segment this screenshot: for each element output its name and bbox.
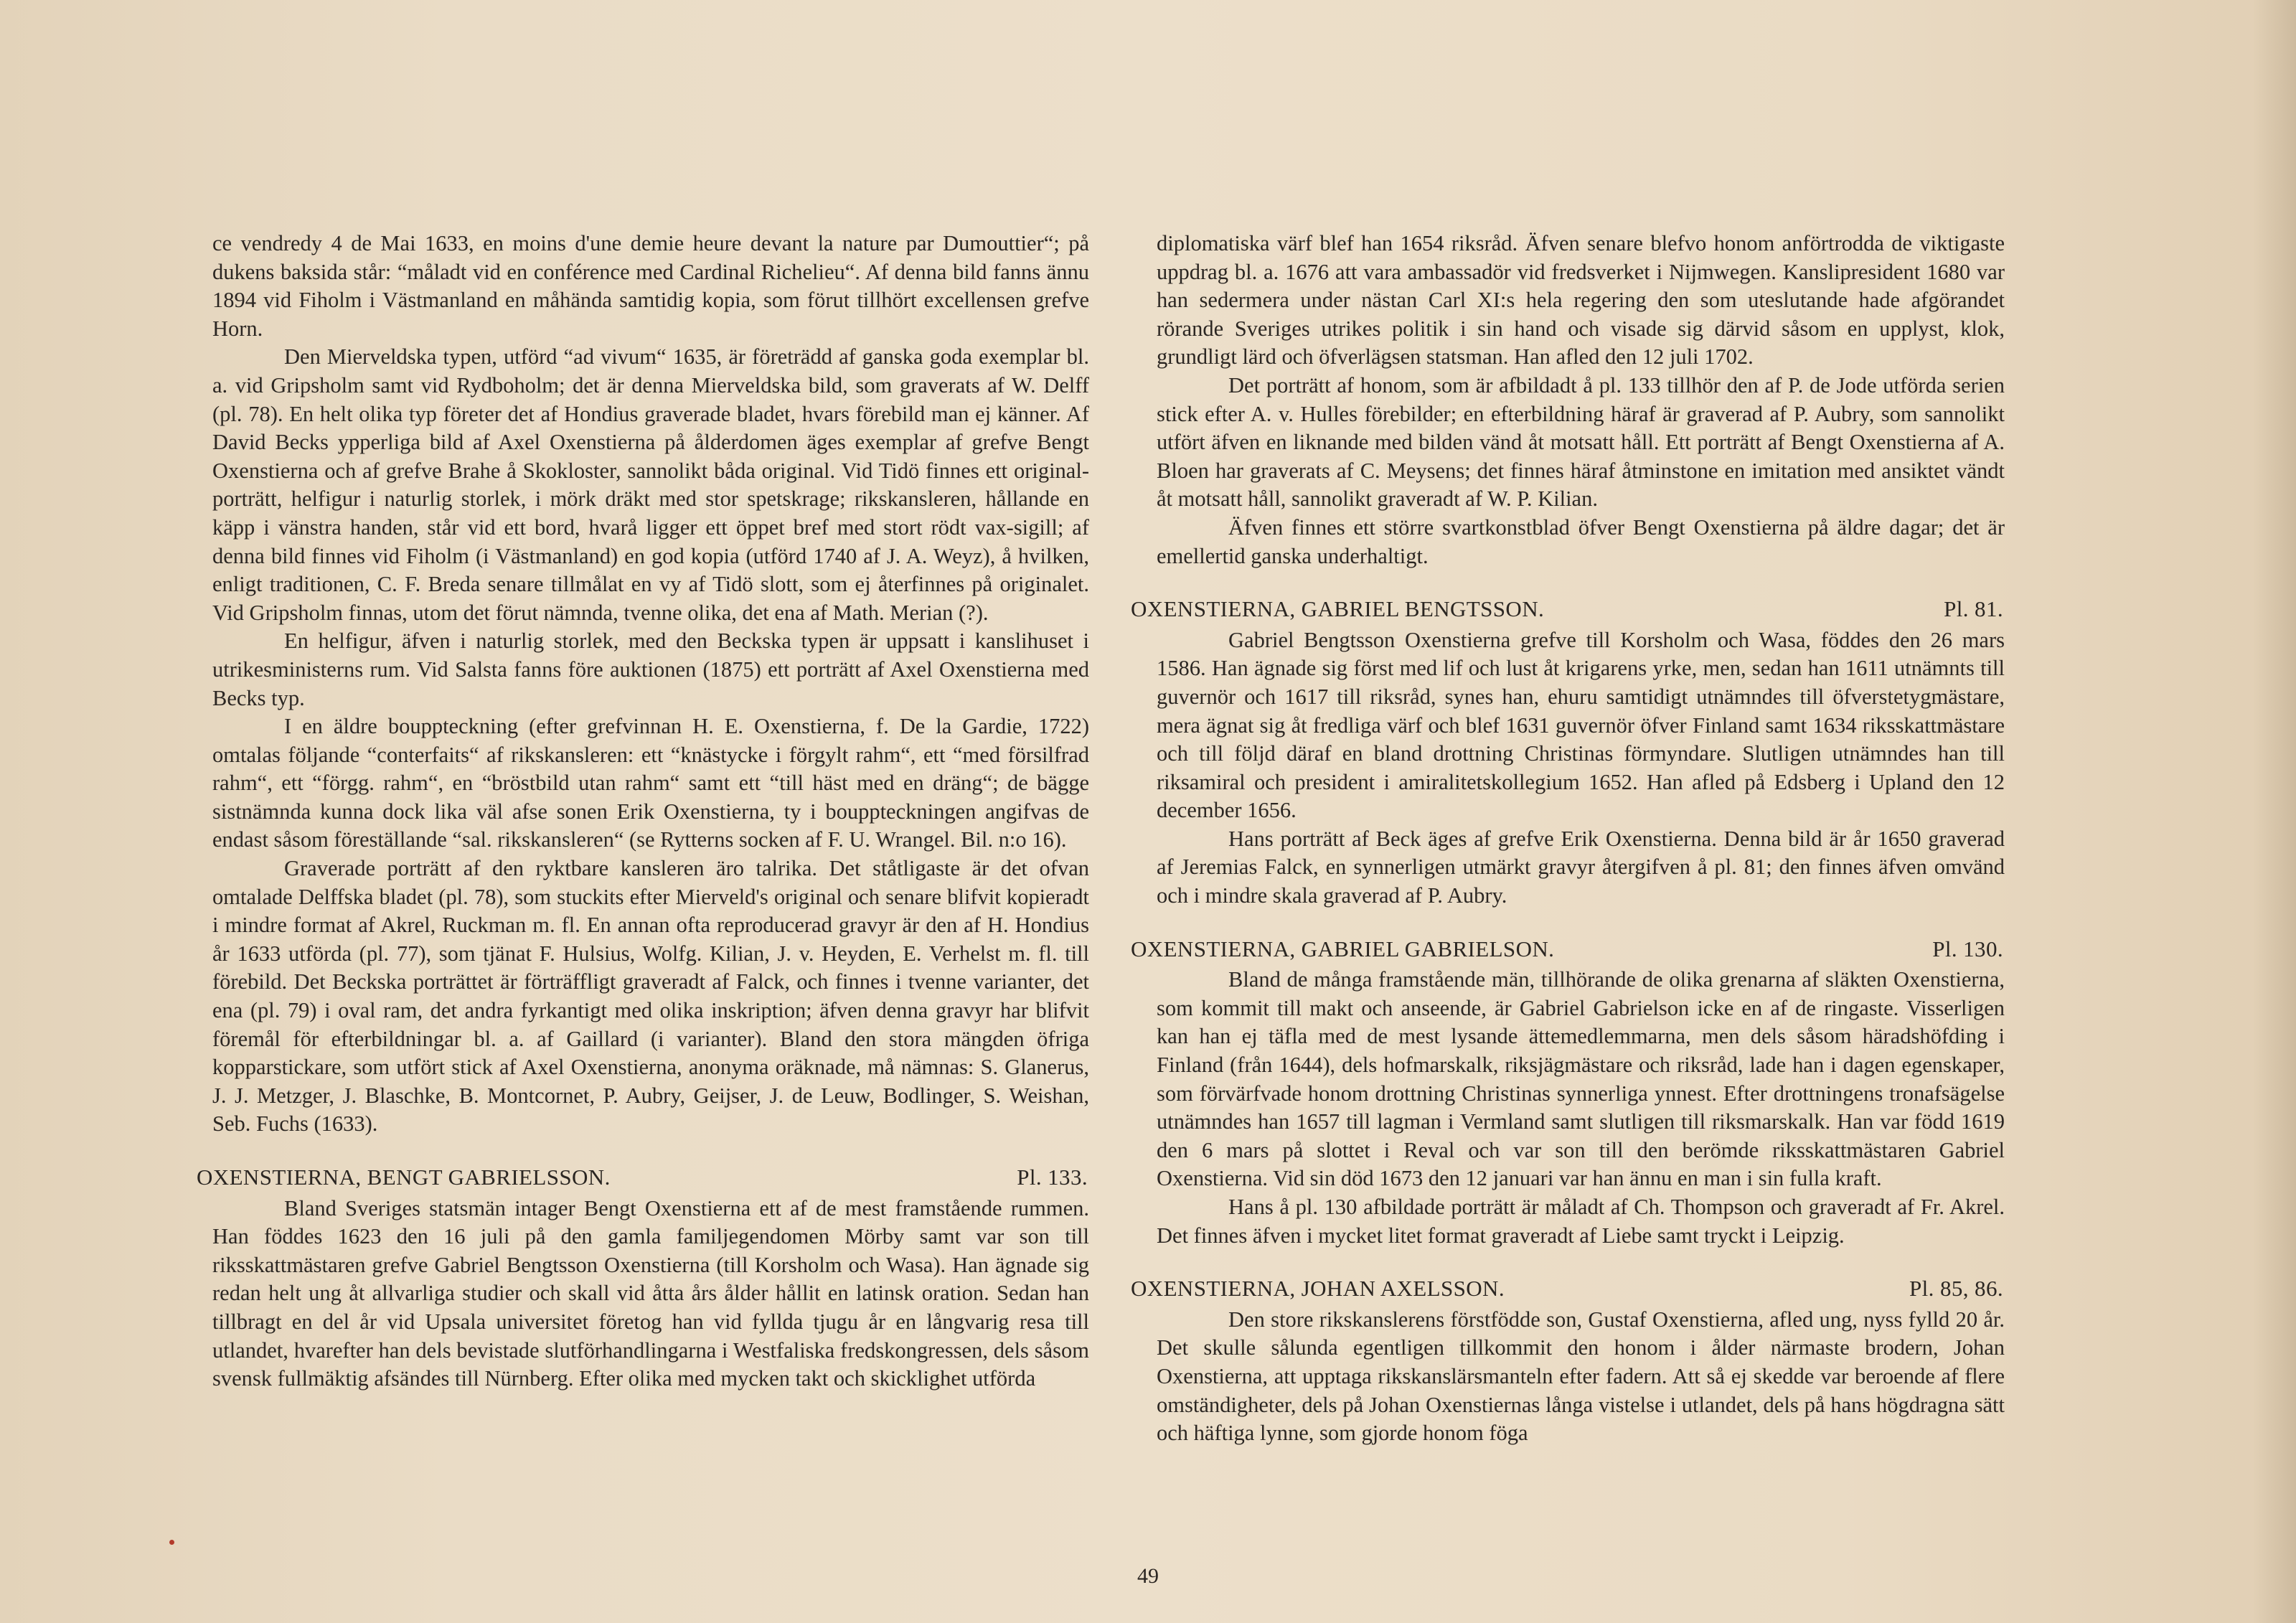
plate-reference: Pl. 133.	[1017, 1165, 1088, 1190]
heading-name: OXENSTIERNA, JOHAN AXELSSON.	[1131, 1276, 1505, 1302]
paragraph: Den store rikskanslerens förstfödde son, Gustaf Oxenstierna, afled ung, nyss fylld 20 år. Det skulle sålunda egentligen tillkommit den honom i ålder närmaste brodern, Johan Oxenstierna, att upptaga rikskanslärsmanteln efter fadern. Att så ej skedde var beroende af flere omständigheter, dels på Johan Oxenstiernas långa vistelse i utlandet, dels på hans högdragna sätt och häftiga lynne, som gjorde honom föga	[1157, 1307, 2005, 1446]
right-column	[1131, 230, 2005, 1448]
paragraph: Graverade porträtt af den ryktbare kansleren äro talrika. Det ståtligaste är det ofvan omtalade Delffska bladet (pl. 78), som stuckits efter Mierveld's original och senare blifvit kopieradt i mindre format af Akrel, Ruckman m. fl. En annan ofta reproducerad gravyr är den af H. Hondius år 1633 utförda (pl. 77), som tjänat F. Hulsius, Wolfg. Kilian, J. v. Heyden, E. Verhelst m. fl. till förebild. Det Beckska porträttet är förträffligt graveradt af Falck, och finnes i tvenne varianter, det ena (pl. 79) i oval ram, det andra fyrkantigt med olika inskription; äfven denna gravyr har blifvit föremål för efterbildningar bl. a. af Gaillard (i varianter). Bland den stora mängden öfriga kopparstickare, som utfört stick af Axel Oxenstierna, anonyma oräknade, må nämnas: S. Glanerus, J. J. Metzger, J. Blaschke, B. Montcornet, P. Aubry, Geijser, J. de Leuw, Bodlinger, S. Weishan, Seb. Fuchs (1633).	[212, 856, 1089, 1137]
section-heading-bengt-gabrielsson	[197, 1163, 1089, 1192]
paragraph: diplomatiska värf blef han 1654 riksråd. Äfven senare blefvo honom anförtrodda de viktigaste uppdrag bl. a. 1676 att vara ambassadör vid fredsverket i Nijmwegen. Kanslipresident 1680 var han sedermera under nästan Carl XI:s hela regering den som uteslutande hade afgörandet rörande Sveriges utrikes politik i sin hand och visade sig därvid såsom en upplyst, klok, grundligt lärd och öfverlägsen statsman. Han afled den 12 juli 1702.	[1157, 231, 2005, 370]
section-heading-johan-axelsson	[1131, 1274, 2005, 1303]
plate-reference: Pl. 130.	[1932, 936, 2003, 961]
heading-name: OXENSTIERNA, GABRIEL BENGTSSON.	[1131, 596, 1545, 622]
paragraph: Det porträtt af honom, som är afbildadt å pl. 133 tillhör den af P. de Jode utförda serien stick efter A. v. Hulles förebilder; en efterbildning häraf är graverad af P. Aubry, som sannolikt utfört äfven en liknande med bilden vänd åt motsatt håll. Ett porträtt af Bengt Oxenstierna af A. Bloen har graverats af C. Meysens; det finnes häraf åtminstone en imitation med ansiktet vändt åt motsatt håll, sannolikt graveradt af W. P. Kilian.	[1157, 372, 2005, 512]
paragraph: I en äldre bouppteckning (efter grefvinnan H. E. Oxenstierna, f. De la Gardie, 1722) omtalas följande “conterfaits“ af rikskansleren: ett “knästycke i förgylt rahm“, ett “med försilfrad rahm“, ett “förgg. rahm“, en “bröstbild utan rahm“ samt ett “till häst med en dräng“; de bägge sistnämnda kunna dock lika väl afse sonen Erik Oxenstierna, ty i bouppteckningen angifvas de endast såsom föreställande “sal. rikskansleren“ (se Rytterns socken af F. U. Wrangel. Bil. n:o 16).	[212, 714, 1089, 852]
section-heading-gabriel-bengtsson	[1131, 595, 2005, 624]
paragraph: Gabriel Bengtsson Oxenstierna grefve till Korsholm och Wasa, föddes den 26 mars 1586. Han ägnade sig först med lif och lust åt krigarens yrke, men, sedan han 1611 utnämnts till guvernör och 1617 till riksråd, synes han, ehuru samtidigt utnämndes till öfverstetygmästare, mera ägnat sig åt fredliga värf och blef 1631 guvernör öfver Finland samt 1634 riksskattmästare och till följd däraf en bland drottning Christinas förmyndare. Slutligen utnämndes han till riksamiral och president i amiralitetskollegium 1652. Han afled på Edsberg i Upland den 12 december 1656.	[1157, 627, 2005, 823]
paragraph: Äfven finnes ett större svartkonstblad öfver Bengt Oxenstierna på äldre dagar; det är emellertid ganska underhaltigt.	[1157, 514, 2005, 568]
page-number: 49	[1137, 1564, 1159, 1588]
paragraph: En helfigur, äfven i naturlig storlek, med den Beckska typen är uppsatt i kanslihuset i utrikesministerns rum. Vid Salsta fanns före auktionen (1875) ett porträtt af Axel Oxenstierna med Becks typ.	[212, 629, 1089, 710]
paragraph: Bland Sveriges statsmän intager Bengt Oxenstierna ett af de mest framstående rummen. Han föddes 1623 den 16 juli på den gamla familjegendomen Mörby samt var son till riksskattmästaren grefve Gabriel Bengtsson Oxenstierna (till Korsholm och Wasa). Han ägnade sig redan helt ung åt allvarliga studier och skall vid åtta års ålder hållit en latinsk oration. Sedan han tillbragt en del år vid Upsala universitet företog han vid fyllda tjugu år en långvarig resa till utlandet, hvarefter han dels bevistade slutförhandlingarna i Westfaliska fredskongressen, dels såsom svensk fullmäktig afsändes till Nürnberg. Efter olika med mycken takt och skicklighet utförda	[212, 1195, 1089, 1391]
paragraph: Den Mierveldska typen, utförd “ad vivum“ 1635, är företrädd af ganska goda exemplar bl. a. vid Gripsholm samt vid Rydboholm; det är denna Mierveldska bild, som graverats af W. Delff (pl. 78). En helt olika typ företer det af Hondius graverade bladet, hvars förebild man ej känner. Af David Becks ypperliga bild af Axel Oxenstierna på ålderdomen äges exemplar af grefve Bengt Oxenstierna och af grefve Brahe å Skokloster, sannolikt båda original. Vid Tidö finnes ett originalporträtt, helfigur i naturlig storlek, i mörk dräkt med stor spetskrage; rikskansleren, hållande en käpp i vänstra handen, står vid ett bord, hvarå ligger ett öppet bref med stort rödt vax-sigill; af denna bild finnes vid Fiholm (i Västmanland) en god kopia (utförd 1740 af J. A. Weyz), å hvilken, enligt traditionen, C. F. Breda senare tillmålat en vy af Tidö slott, som ej återfinnes på originalet. Vid Gripsholm finnas, utom det förut nämnda, tvenne olika, det ena af Math. Merian (?).	[212, 344, 1089, 625]
plate-reference: Pl. 81.	[1944, 596, 2003, 622]
plate-reference: Pl. 85, 86.	[1909, 1276, 2003, 1302]
paragraph: ce vendredy 4 de Mai 1633, en moins d'une demie heure devant la nature par Dumouttier“; på dukens baksida står: “måladt vid en conférence med Cardinal Richelieu“. Af denna bild fanns ännu 1894 vid Fiholm i Västmanland en måhända samtidig kopia, som förut tillhört excellensen grefve Horn.	[212, 231, 1089, 341]
paragraph: Bland de många framstående män, tillhörande de olika grenarna af släkten Oxenstierna, som kommit till makt och anseende, är Gabriel Gabrielson icke en af de ringaste. Visserligen kan han ej täfla med de mest lysande ättemedlemmarna, men dels såsom häradshöfding i Finland (från 1644), dels hofmarskalk, riksjägmästare och riksråd, lade han i dagen egenskaper, som förvärfvade honom drottning Christinas synnerliga ynnest. Efter drottningens tronafsägelse utnämndes han 1657 till lagman i Vermland samt slutligen till riksmarskalk. Han var född 1619 den 6 mars på slottet i Reval och var son till den berömde riksskattmästaren Gabriel Oxenstierna. Vid sin död 1673 den 12 januari var han ännu en man i sin fulla kraft.	[1157, 967, 2005, 1191]
paragraph: Hans å pl. 130 afbildade porträtt är måladt af Ch. Thompson och graveradt af Fr. Akrel. Det finnes äfven i mycket litet format graveradt af Liebe samt tryckt i Leipzig.	[1157, 1195, 2005, 1248]
red-dot-mark	[169, 1540, 174, 1545]
heading-name: OXENSTIERNA, BENGT GABRIELSSON.	[197, 1165, 611, 1190]
paragraph: Hans porträtt af Beck äges af grefve Erik Oxenstierna. Denna bild är år 1650 graverad af Jeremias Falck, en synnerligen utmärkt gravyr återgifven å pl. 81; den finnes äfven omvänd och i mindre skala graverad af P. Aubry.	[1157, 826, 2005, 908]
left-column	[197, 230, 1089, 1393]
heading-name: OXENSTIERNA, GABRIEL GABRIELSON.	[1131, 936, 1555, 961]
section-heading-gabriel-gabrielson	[1131, 935, 2005, 964]
